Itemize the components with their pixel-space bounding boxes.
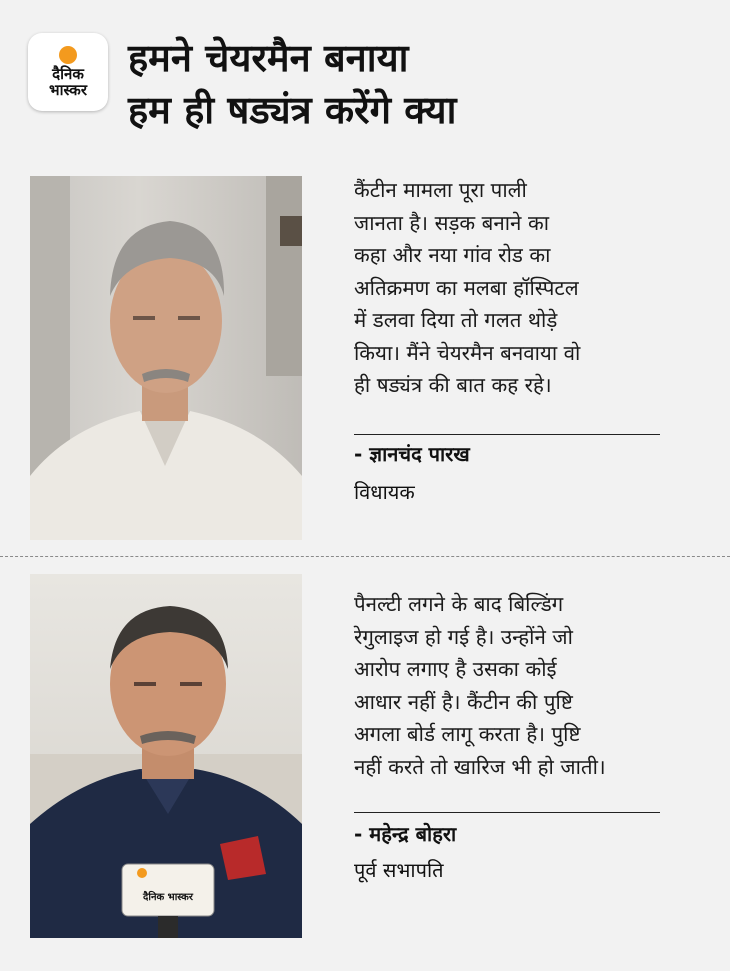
title-line-1: हमने चेयरमैन बनाया: [128, 36, 409, 80]
logo-line-1: दैनिक: [52, 65, 84, 83]
title-line-2: हम ही षड्यंत्र करेंगे क्या: [128, 88, 457, 132]
dainik-bhaskar-logo[interactable]: [28, 33, 108, 111]
quote-line: कैंटीन मामला पूरा पाली: [354, 178, 527, 202]
quote-line: आधार नहीं है। कैंटीन की पुष्टि: [354, 689, 573, 714]
quote-line: जानता है। सड़क बनाने का: [354, 210, 550, 235]
page-title: [128, 32, 718, 136]
speaker-name: - ज्ञानचंद पारख: [354, 442, 470, 466]
quote-line: किया। मैंने चेयरमैन बनवाया वो: [354, 340, 581, 365]
quote-line: ही षड्यंत्र की बात कह रहे।: [354, 373, 552, 397]
quote-line: में डलवा दिया तो गलत थोड़े: [354, 308, 558, 332]
quote-line: आरोप लगाए है उसका कोई: [354, 657, 557, 681]
quote-line: अगला बोर्ड लागू करता है। पुष्टि: [354, 722, 581, 746]
quote-line: पैनल्टी लगने के बाद बिल्डिंग: [354, 592, 564, 616]
logo-line-2: भास्कर: [49, 81, 87, 99]
quote-text: [354, 174, 684, 402]
portrait-photo-mahendra-bohra: [30, 574, 302, 938]
speaker-role: पूर्व सभापति: [354, 858, 444, 882]
quote-card-gyanchand-parakh: [0, 170, 730, 550]
quote-text: [354, 588, 684, 783]
microphone-label: दैनिक भास्कर: [143, 892, 193, 903]
speaker-name: - महेन्द्र बोहरा: [354, 822, 457, 846]
speaker-role: विधायक: [354, 480, 415, 504]
quote-line: रेगुलाइज हो गई है। उन्होंने जो: [354, 624, 573, 649]
portrait-photo-gyanchand-parakh: [30, 176, 302, 540]
header: [0, 0, 730, 160]
sun-icon: [59, 46, 77, 64]
quote-card-mahendra-bohra: [0, 568, 730, 958]
quote-line: अतिक्रमण का मलबा हॉस्पिटल: [354, 275, 579, 300]
quote-underline: [354, 434, 660, 435]
quote-underline: [354, 812, 660, 813]
quote-line: नहीं करते तो खारिज भी हो जाती।: [354, 754, 606, 779]
quote-line: कहा और नया गांव रोड का: [354, 243, 551, 267]
section-divider: [0, 556, 730, 557]
